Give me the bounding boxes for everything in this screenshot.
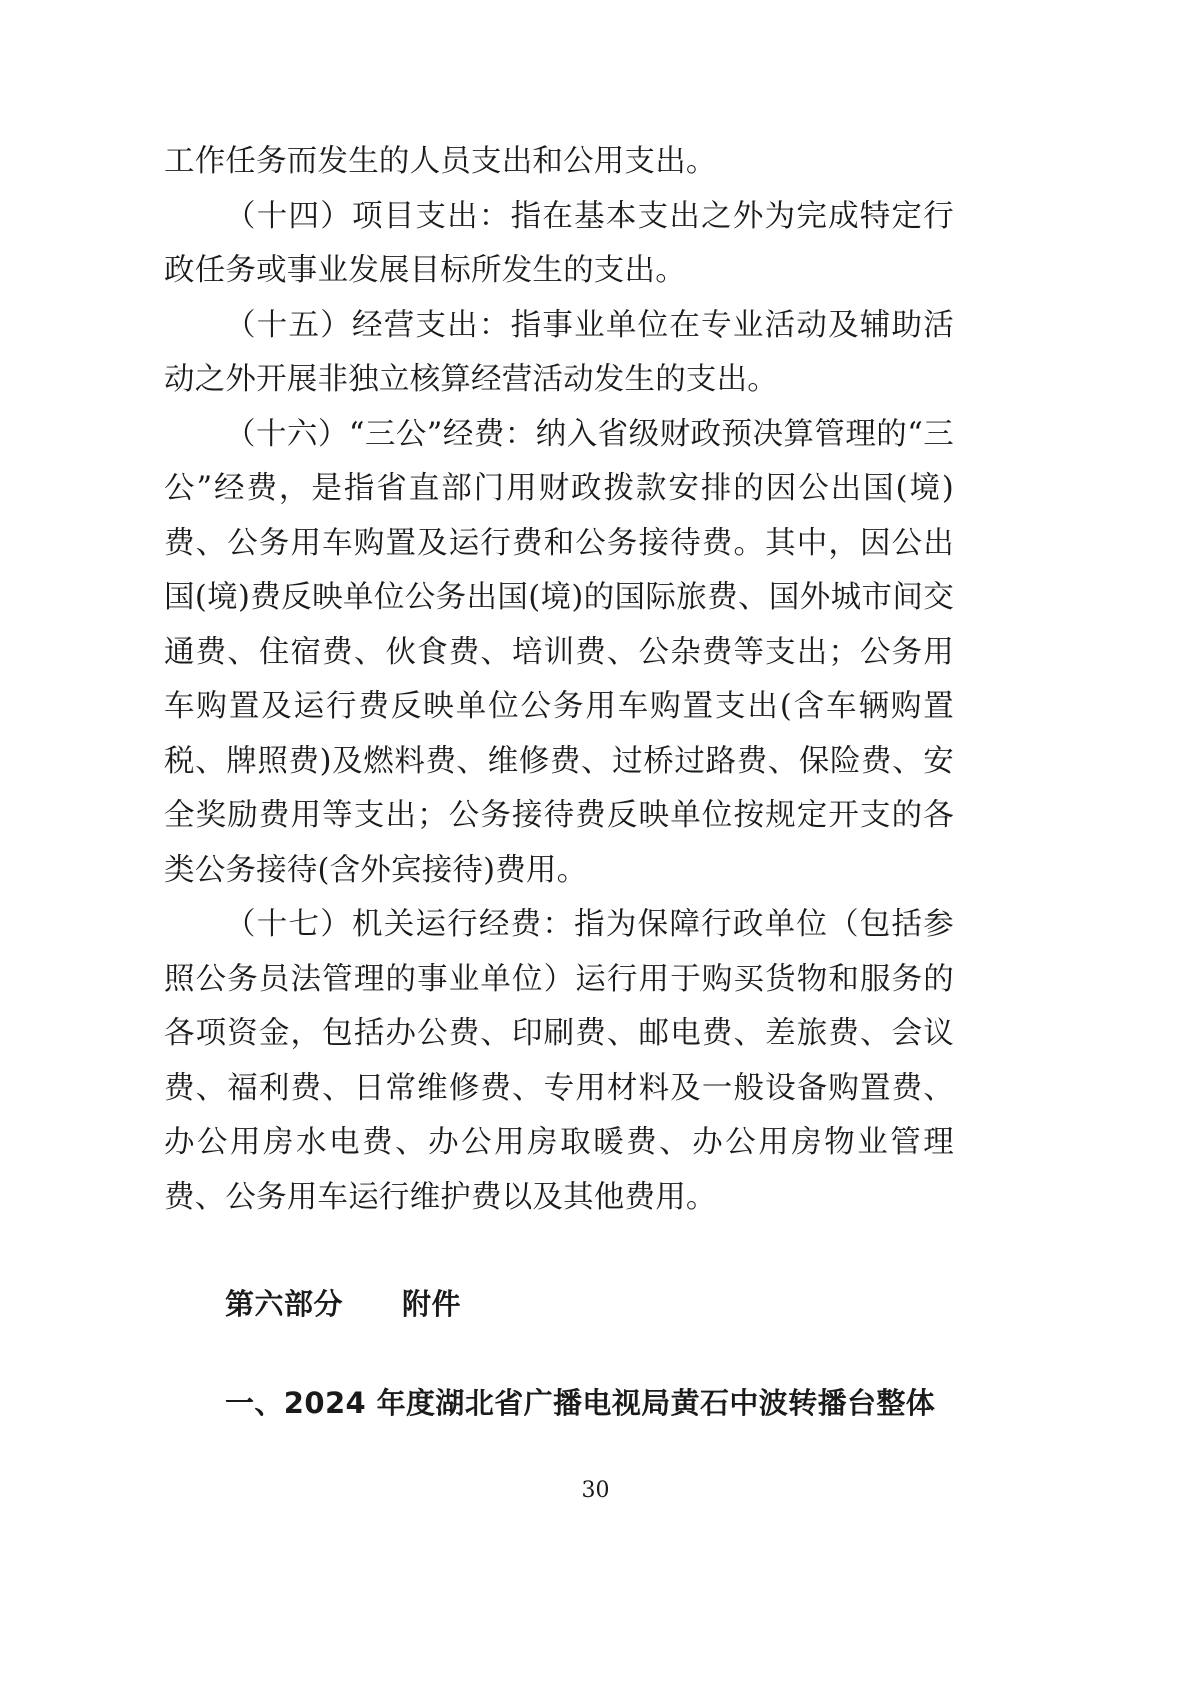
- paragraph-continued: 工作任务而发生的人员支出和公用支出。: [164, 144, 717, 179]
- paragraph-item-14: （十四）项目支出：指在基本支出之外为完成特定行政任务或事业发展目标所发生的支出。: [164, 198, 954, 288]
- paragraph-item-17: （十七）机关运行经费：指为保障行政单位（包括参照公务员法管理的事业单位）运行用于购买货物和服务的各项资金，包括办公费、印刷费、邮电费、差旅费、会议费、福利费、日常维修费、专用材料及一般设备购置费、办公用房水电费、办公用房取暖费、办公用房物业管理费、公务用车运行维护费以及其他费用。: [164, 907, 954, 1215]
- paragraph-item-15: （十五）经营支出：指事业单位在专业活动及辅助活动之外开展非独立核算经营活动发生的支出。: [164, 307, 954, 397]
- page-content: [164, 135, 954, 1430]
- attachment-item-1: 一、2024 年度湖北省广播电视局黄石中波转播台整体: [225, 1385, 936, 1420]
- section-heading-part-six: 第六部分 附件: [225, 1287, 462, 1321]
- paragraph-item-16: （十六）“三公”经费：纳入省级财政预决算管理的“三公”经费，是指省直部门用财政拨款安排的因公出国(境)费、公务用车购置及运行费和公务接待费。其中，因公出国(境)费反映单位公务出国(境)的国际旅费、国外城市间交通费、住宿费、伙食费、培训费、公杂费等支出；公务用车购置及运行费反映单位公务用车购置支出(含车辆购置税、牌照费)及燃料费、维修费、过桥过路费、保险费、安全奖励费用等支出；公务接待费反映单位按规定开支的各类公务接待(含外宾接待)费用。: [164, 416, 954, 888]
- page-number: 30: [581, 1478, 610, 1503]
